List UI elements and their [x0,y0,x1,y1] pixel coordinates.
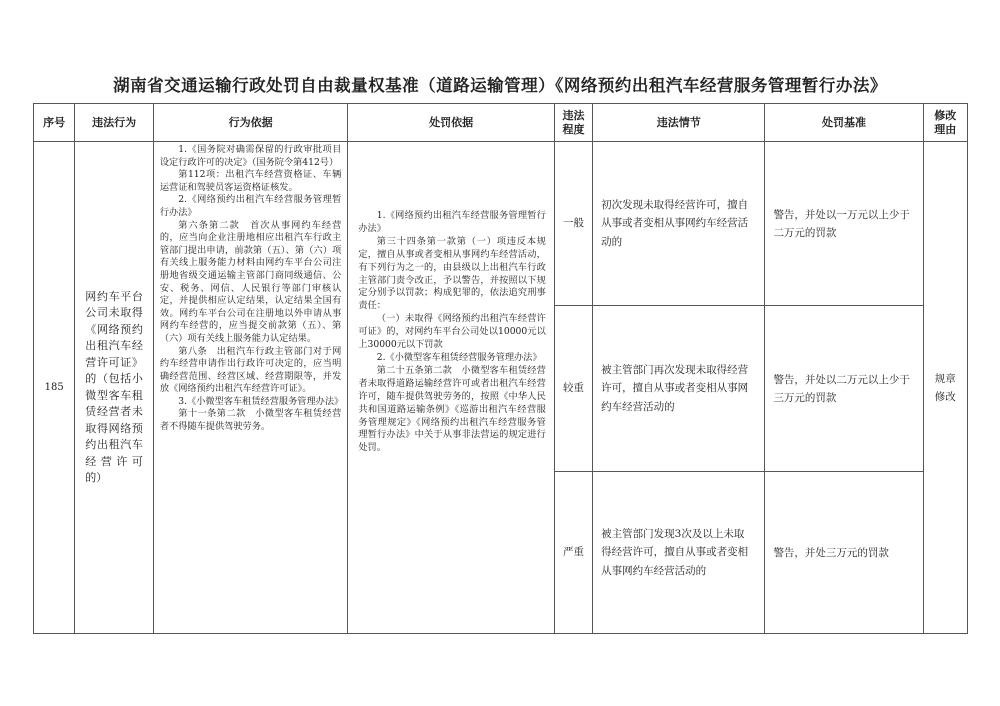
level-serious: 较重 [554,306,592,472]
basis-paragraph: 第112项：出租汽车经营资格证、车辆运营证和驾驶员客运资格证核发。 [159,169,342,193]
penalty-paragraph: 第三十四条第一款第（一）项违反本规定，擅自从事或者变相从事网约车经营活动，有下列行为之一的，由县级以上出租汽车行政主管部门责令改正，予以警告，并按照以下规定分别予以罚款；构成犯罪的，依法追究刑事责任： [358,235,546,312]
penalty-paragraph: 1.《网络预约出租汽车经营服务管理暂行办法》 [358,210,546,234]
page-title: 湖南省交通运输行政处罚自由裁量权基准（道路运输管理）《网络预约出租汽车经营服务管理暂行办法》 [113,76,887,95]
header-circumstance: 违法情节 [593,104,765,142]
circumstance-serious: 被主管部门再次发现未取得经营许可，擅自从事或者变相从事网约车经营活动的 [593,306,765,472]
row-seq: 185 [34,142,75,634]
basis-paragraph: 1.《国务院对确需保留的行政审批项目设定行政许可的决定》（国务院令第412号） [159,144,342,168]
basis-paragraph: 3.《小微型客车租赁经营服务管理办法》 [178,395,344,407]
basis-paragraph: 2.《网络预约出租汽车经营服务管理暂行办法》 [159,194,342,218]
standard-severe: 警告，并处三万元的罚款 [765,472,923,634]
level-severe: 严重 [554,472,592,634]
penalty-paragraph: （一）未取得《网络预约出租汽车经营许可证》的，对网约车平台公司处以10000元以上30000元以下罚款 [358,313,546,351]
header-revision: 修改理由 [923,104,967,142]
basis-paragraph: 第十一条第二款 小微型客车租赁经营者不得随车提供驾驶劳务。 [159,408,342,433]
header-seq: 序号 [34,104,75,142]
table-header-row [34,104,968,142]
header-level: 违法程度 [554,104,592,142]
row-penalty-basis [348,142,555,634]
standard-general: 警告，并处以一万元以上少于二万元的罚款 [765,142,923,306]
standard-serious: 警告，并处以二万元以上少于三万元的罚款 [765,306,923,472]
header-act: 违法行为 [75,104,154,142]
basis-paragraph: 第六条第二款 首次从事网约车经营的，应当向企业注册地相应出租汽车行政主管部门提出申请，前款第（五）、第（六）项有关线上服务能力材料由网约车平台公司注册地省级交通运输主管部门商同级通信、公安、税务、网信、人民银行等部门审核认定，并提供相应认定结果，认定结果全国有效。网约车平台公司在注册地以外申请从事网约车经营的，应当提交前款第（五）、第（六）项有关线上服务能力认定结果。 [159,219,342,344]
circumstance-severe: 被主管部门发现3次及以上未取得经营许可，擅自从事或者变相从事网约车经营活动的 [593,472,765,634]
basis-paragraph: 第八条 出租汽车行政主管部门对于网约车经营申请作出行政许可决定的，应当明确经营范围、经营区域、经营期限等，并发放《网络预约出租汽车经营许可证》。 [159,345,342,395]
circumstance-general: 初次发现未取得经营许可，擅自从事或者变相从事网约车经营活动的 [593,142,765,306]
row-revision-reason: 规章修改 [923,142,967,634]
table-row [34,142,968,306]
row-violation-act: 网约车平台公司未取得《网络预约出租汽车经营许可证》的（包括小微型客车租赁经营者未取得网络预约出租汽车经营许可的） [75,142,154,634]
level-general: 一般 [554,142,592,306]
row-legal-basis [153,142,347,634]
penalty-paragraph: 第二十五条第二款 小微型客车租赁经营者未取得道路运输经营许可或者出租汽车经营许可，随车提供驾驶劳务的，按照《中华人民共和国道路运输条例》《巡游出租汽车经营服务管理规定》《网络预约出租汽车经营服务管理暂行办法》中关于从事非法营运的规定进行处罚。 [358,364,546,454]
header-basis: 行为依据 [153,104,347,142]
header-standard: 处罚基准 [765,104,923,142]
penalty-paragraph: 2.《小微型客车租赁经营服务管理办法》 [376,351,542,363]
penalty-standard-table [33,103,968,634]
header-penalty-basis: 处罚依据 [348,104,555,142]
